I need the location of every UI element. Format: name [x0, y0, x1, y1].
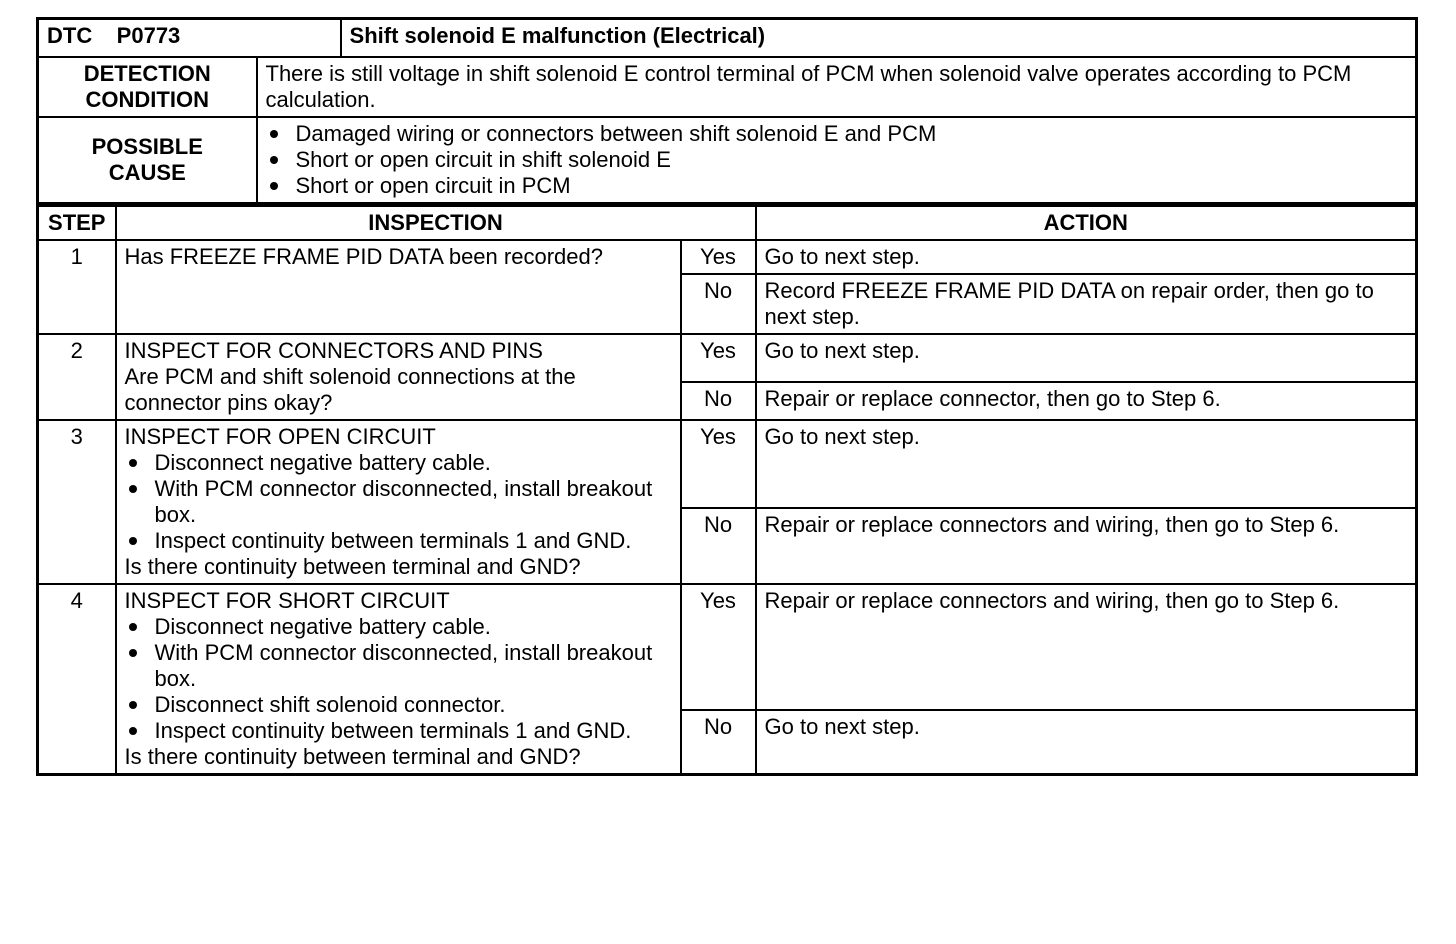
- yes-label: Yes: [681, 240, 756, 274]
- detection-label-line1: DETECTION: [83, 61, 211, 86]
- step-title: INSPECT FOR CONNECTORS AND PINS: [124, 338, 543, 363]
- no-action: Repair or replace connector, then go to Step 6.: [756, 382, 1417, 420]
- possible-cause-item: Short or open circuit in shift solenoid E: [266, 147, 1408, 173]
- step-bullet: With PCM connector disconnected, install breakout box.: [125, 640, 672, 692]
- step-question: Is there continuity between terminal and GND?: [124, 554, 581, 579]
- possible-cause-label-line2: CAUSE: [108, 160, 186, 185]
- possible-cause-row: [38, 117, 1417, 204]
- no-label: No: [681, 382, 756, 420]
- step-number: 2: [38, 334, 116, 420]
- possible-cause-item: Short or open circuit in PCM: [266, 173, 1408, 199]
- dtc-title-row: [38, 19, 1417, 58]
- dtc-document: [36, 17, 1415, 776]
- no-action: Record FREEZE FRAME PID DATA on repair order, then go to next step.: [756, 274, 1417, 334]
- yes-label: Yes: [681, 420, 756, 508]
- possible-cause-item: Damaged wiring or connectors between shift solenoid E and PCM: [266, 121, 1408, 147]
- step-number: 4: [38, 584, 116, 775]
- step-question: Is there continuity between terminal and GND?: [124, 744, 581, 769]
- no-label: No: [681, 710, 756, 775]
- step-number: 1: [38, 240, 116, 334]
- detection-row: [38, 57, 1417, 117]
- step-inspection: [116, 240, 681, 334]
- possible-cause-label: [38, 117, 257, 204]
- yes-action: Go to next step.: [756, 334, 1417, 382]
- yes-action: Go to next step.: [756, 240, 1417, 274]
- dtc-code-cell: [38, 19, 341, 58]
- step-bullet: Disconnect negative battery cable.: [125, 450, 672, 476]
- step-bullet: Disconnect shift solenoid connector.: [125, 692, 672, 718]
- no-action: Repair or replace connectors and wiring, then go to Step 6.: [756, 508, 1417, 584]
- col-header-action: ACTION: [756, 206, 1417, 240]
- col-header-step: STEP: [38, 206, 116, 240]
- no-label: No: [681, 508, 756, 584]
- dtc-code: P0773: [116, 23, 181, 48]
- detection-label: [38, 57, 257, 117]
- step-question: Are PCM and shift solenoid connections at the connector pins okay?: [124, 364, 576, 415]
- step-inspection: [116, 334, 681, 420]
- step-bullet: Inspect continuity between terminals 1 and GND.: [125, 718, 672, 744]
- col-header-inspection: INSPECTION: [116, 206, 756, 240]
- step-title: Has FREEZE FRAME PID DATA been recorded?: [124, 244, 603, 269]
- step-bullet: Inspect continuity between terminals 1 and GND.: [125, 528, 672, 554]
- step-number: 3: [38, 420, 116, 584]
- step-bullet: With PCM connector disconnected, install breakout box.: [125, 476, 672, 528]
- no-action: Go to next step.: [756, 710, 1417, 775]
- step-inspection: [116, 584, 681, 775]
- step-2-yes-row: [38, 334, 1417, 382]
- step-title: INSPECT FOR SHORT CIRCUIT: [124, 588, 450, 613]
- detection-text: There is still voltage in shift solenoid E control terminal of PCM when solenoid valve operates according to PCM calculation.: [257, 57, 1417, 117]
- dtc-label: DTC: [47, 23, 93, 48]
- possible-cause-list: [266, 121, 1408, 199]
- dtc-title: Shift solenoid E malfunction (Electrical): [341, 19, 1417, 58]
- step-table-header: [38, 206, 1417, 240]
- step-bullets: [125, 614, 672, 744]
- dtc-header-table: [36, 17, 1418, 205]
- yes-label: Yes: [681, 584, 756, 710]
- step-table: [36, 205, 1418, 776]
- yes-action: Go to next step.: [756, 420, 1417, 508]
- step-bullet: Disconnect negative battery cable.: [125, 614, 672, 640]
- possible-cause-list-cell: [257, 117, 1417, 204]
- yes-label: Yes: [681, 334, 756, 382]
- step-4-yes-row: [38, 584, 1417, 710]
- step-3-yes-row: [38, 420, 1417, 508]
- step-1-yes-row: [38, 240, 1417, 274]
- step-inspection: [116, 420, 681, 584]
- step-title: INSPECT FOR OPEN CIRCUIT: [124, 424, 436, 449]
- possible-cause-label-line1: POSSIBLE: [91, 134, 203, 159]
- no-label: No: [681, 274, 756, 334]
- yes-action: Repair or replace connectors and wiring, then go to Step 6.: [756, 584, 1417, 710]
- detection-label-line2: CONDITION: [85, 87, 209, 112]
- step-bullets: [125, 450, 672, 554]
